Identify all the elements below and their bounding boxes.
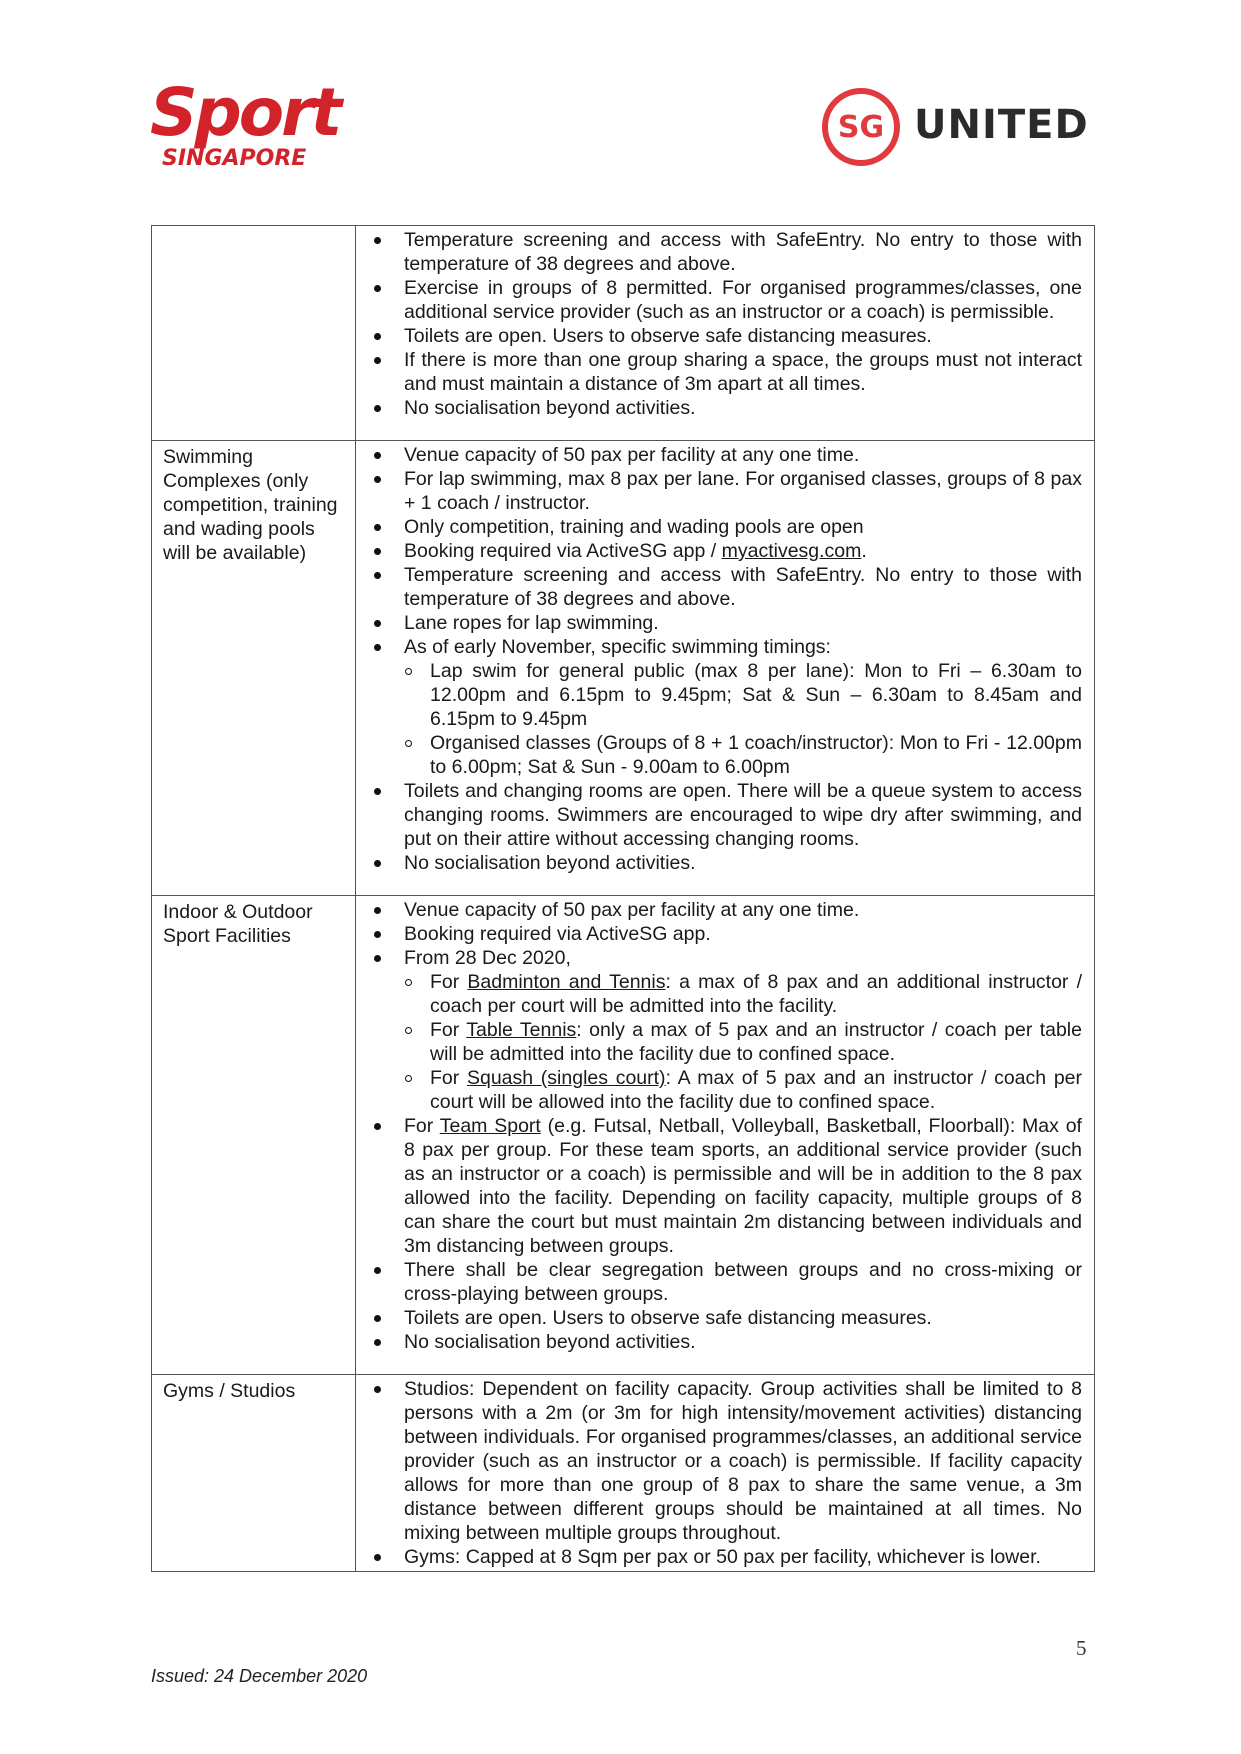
rule-list — [368, 1377, 1082, 1569]
sub-rule-item — [404, 970, 1082, 1018]
rule-item: Exercise in groups of 8 permitted. For organised programmes/classes, one additional service provider (such as an instructor or a coach) is permissible. — [368, 276, 1082, 324]
rule-item: Lane ropes for lap swimming. — [368, 611, 1082, 635]
rule-item: Toilets and changing rooms are open. There will be a queue system to access changing rooms. Swimmers are encouraged to wipe dry after swimming, and put on their attire without accessing changing rooms. — [368, 779, 1082, 851]
rule-list — [368, 898, 1082, 1354]
rule-item — [368, 946, 1082, 1114]
category-cell: Gyms / Studios — [152, 1375, 356, 1572]
details-cell — [356, 896, 1095, 1375]
sub-rule-text: : A max of 5 pax and an instructor / coach per court will be allowed into the facility due to confined space. — [430, 1067, 1083, 1113]
rule-text: Booking required via ActiveSG app / — [404, 540, 722, 562]
sport-logo-subtitle: SINGAPORE — [162, 146, 307, 171]
rule-item — [368, 539, 1082, 563]
sub-rule-text: For — [430, 1019, 467, 1041]
sub-rule-list — [404, 659, 1082, 779]
rule-item: Only competition, training and wading pools are open — [368, 515, 1082, 539]
details-cell — [356, 441, 1095, 896]
rule-item — [368, 1114, 1082, 1258]
table-row — [152, 1375, 1095, 1572]
sub-rule-item — [404, 1066, 1082, 1114]
sub-rule-text: For — [430, 1067, 467, 1089]
rule-item: No socialisation beyond activities. — [368, 1330, 1082, 1354]
sg-united-logo — [822, 88, 1092, 168]
rule-list — [368, 228, 1082, 420]
category-cell: Indoor & Outdoor Sport Facilities — [152, 896, 356, 1375]
rule-text: For — [404, 1115, 440, 1137]
rule-item: Temperature screening and access with SafeEntry. No entry to those with temperature of 38 degrees and above. — [368, 563, 1082, 611]
rule-text: . — [861, 540, 867, 562]
rule-item — [368, 635, 1082, 779]
facility-rules-table — [151, 225, 1095, 1572]
sub-rule-list — [404, 970, 1082, 1114]
sub-rule-text: : only a max of 5 pax and an instructor / coach per table will be admitted into the facility due to confined space. — [430, 1019, 1082, 1065]
issued-date: Issued: 24 December 2020 — [151, 1666, 368, 1686]
rule-item: Gyms: Capped at 8 Sqm per pax or 50 pax per facility, whichever is lower. — [368, 1545, 1082, 1569]
rule-item: If there is more than one group sharing a space, the groups must not interact and must maintain a distance of 3m apart at all times. — [368, 348, 1082, 396]
sport-name: Squash (singles court) — [466, 1067, 666, 1089]
sub-rule-text: : a max of 8 pax and an additional instructor / coach per court will be admitted into the facility. — [430, 971, 1082, 1017]
details-cell — [356, 226, 1095, 441]
rule-item: Venue capacity of 50 pax per facility at any one time. — [368, 898, 1082, 922]
rule-item: Toilets are open. Users to observe safe distancing measures. — [368, 324, 1082, 348]
rule-item: Studios: Dependent on facility capacity. Group activities shall be limited to 8 persons with a 2m (or 3m for high intensity/movement activities) distancing between individuals. For organised programmes/classes, an additional service provider (such as an instructor or a coach) is permissible. If facility capacity allows for more than one group of 8 pax to share the same venue, a 3m distance between different groups should be maintained at all times. No mixing between multiple groups throughout. — [368, 1377, 1082, 1545]
rule-item: No socialisation beyond activities. — [368, 851, 1082, 875]
table-row — [152, 896, 1095, 1375]
rule-text: As of early November, specific swimming timings: — [404, 636, 831, 658]
rule-text: (e.g. Futsal, Netball, Volleyball, Basketball, Floorball): Max of 8 pax per group. For these team sports, an additional service provider (such as an instructor or a coach) is permissible and will be in addition to the 8 pax allowed into the facility. Depending on facility capacity, multiple groups of 8 can share the court but must maintain 2m distancing between individuals and 3m distancing between groups. — [404, 1115, 1082, 1257]
category-cell — [152, 226, 356, 441]
sport-name: Team Sport — [439, 1115, 541, 1137]
sub-rule-item: Lap swim for general public (max 8 per lane): Mon to Fri – 6.30am to 12.00pm and 6.15pm to 9.45pm; Sat & Sun – 6.30am to 8.45am and 6.15pm to 9.45pm — [404, 659, 1082, 731]
rule-item: Booking required via ActiveSG app. — [368, 922, 1082, 946]
sport-logo-word: Sport — [150, 74, 340, 151]
rule-item: For lap swimming, max 8 pax per lane. For organised classes, groups of 8 pax + 1 coach / instructor. — [368, 467, 1082, 515]
sg-united-word: UNITED — [914, 102, 1089, 148]
table-row — [152, 441, 1095, 896]
category-cell: Swimming Complexes (only competition, training and wading pools will be available) — [152, 441, 356, 896]
sg-badge-text: SG — [837, 109, 885, 145]
sport-name: Table Tennis — [466, 1019, 577, 1041]
rule-item: Temperature screening and access with SafeEntry. No entry to those with temperature of 38 degrees and above. — [368, 228, 1082, 276]
rule-list — [368, 443, 1082, 875]
rule-item: No socialisation beyond activities. — [368, 396, 1082, 420]
sub-rule-item: Organised classes (Groups of 8 + 1 coach/instructor): Mon to Fri - 12.00pm to 6.00pm; Sat & Sun - 9.00am to 6.00pm — [404, 731, 1082, 779]
rule-text: From 28 Dec 2020, — [404, 947, 571, 969]
sub-rule-text: For — [430, 971, 468, 993]
details-cell — [356, 1375, 1095, 1572]
rule-item: Venue capacity of 50 pax per facility at any one time. — [368, 443, 1082, 467]
rule-item: Toilets are open. Users to observe safe distancing measures. — [368, 1306, 1082, 1330]
sg-badge-icon — [822, 88, 900, 166]
myactivesg-link[interactable]: myactivesg.com — [721, 540, 862, 562]
sport-name: Badminton and Tennis — [467, 971, 666, 993]
rule-item: There shall be clear segregation between groups and no cross-mixing or cross-playing between groups. — [368, 1258, 1082, 1306]
sub-rule-item — [404, 1018, 1082, 1066]
table-row — [152, 226, 1095, 441]
page-number: 5 — [1076, 1636, 1087, 1660]
sport-singapore-logo — [150, 74, 340, 175]
